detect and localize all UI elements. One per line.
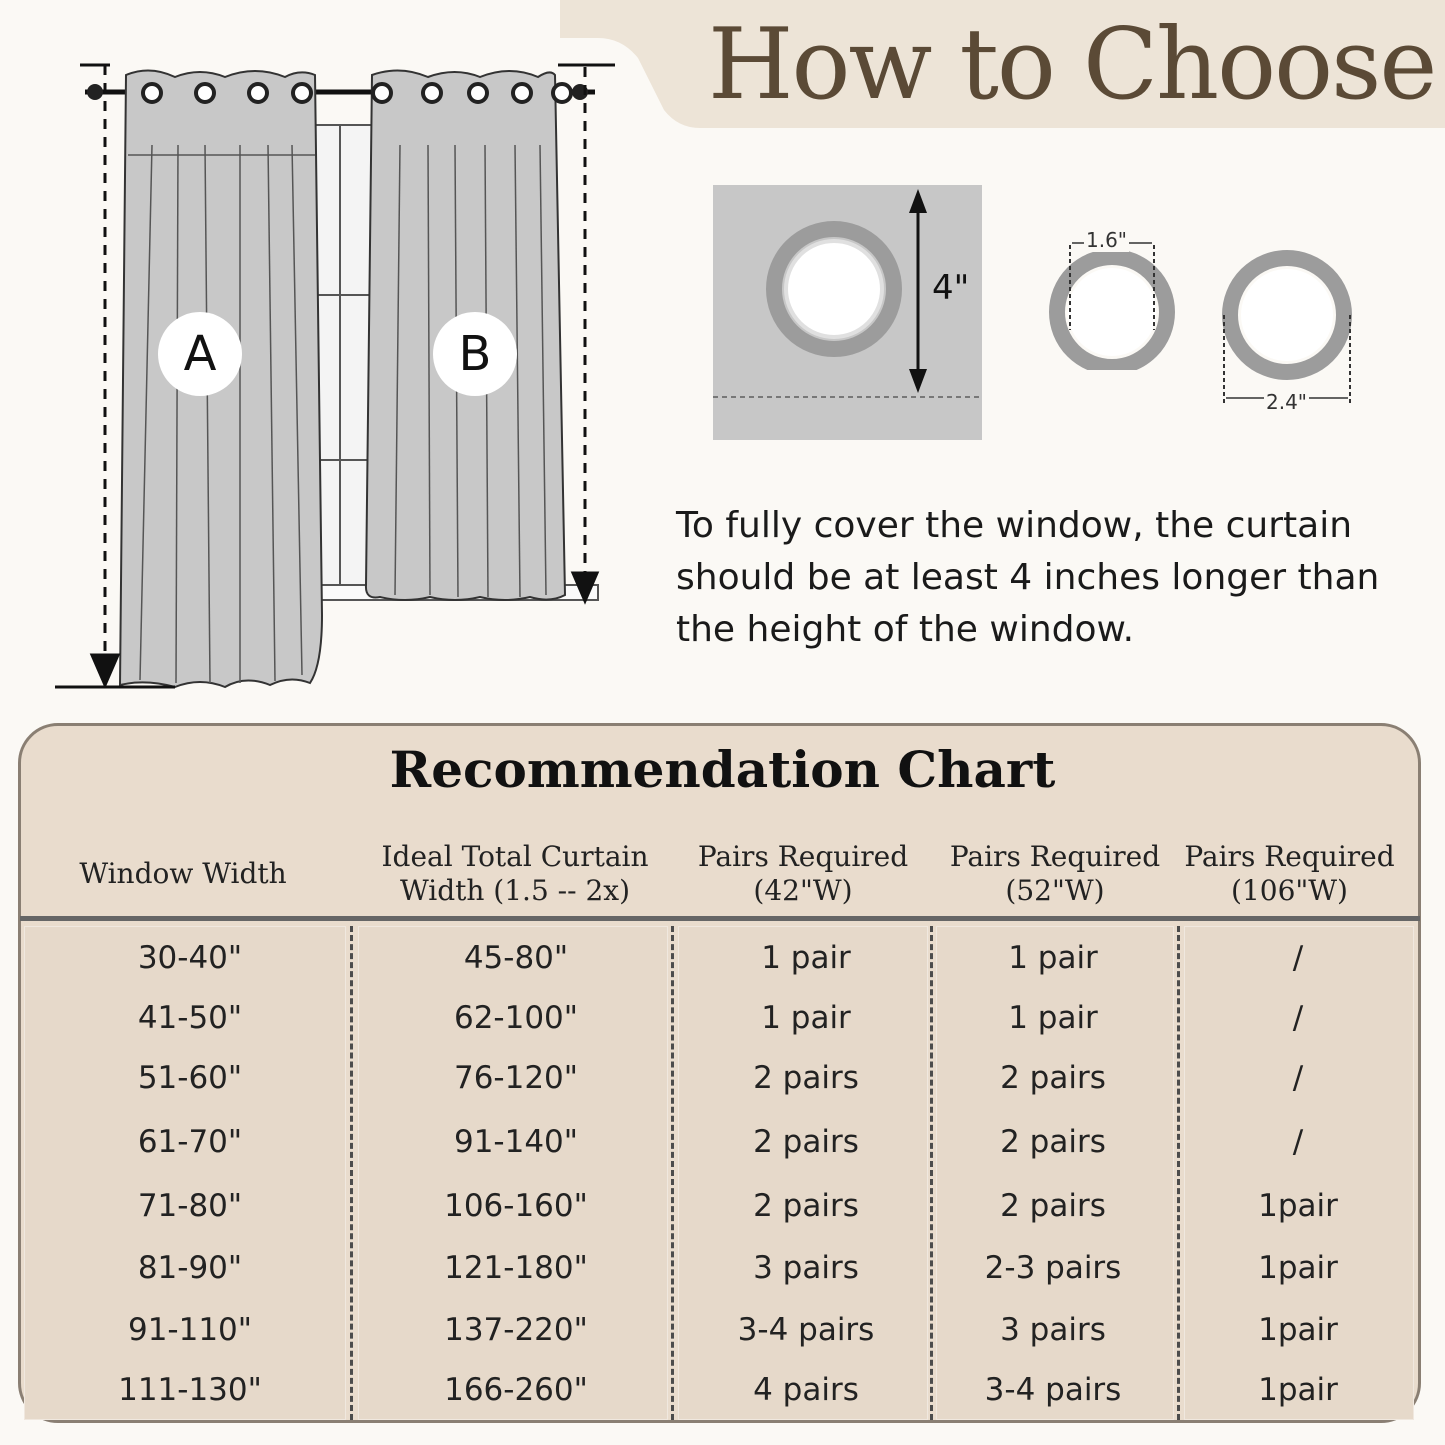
grommet-height-label: 4": [932, 268, 970, 308]
column-header-window-width: [28, 836, 338, 912]
table-cell: 1 pair: [1008, 1000, 1098, 1036]
grommet-inner-diameter-diagram: [1040, 240, 1180, 370]
table-cell: 121-180": [444, 1250, 588, 1286]
chart-title: Recommendation Chart: [389, 740, 1056, 799]
table-cell: 2-3 pairs: [984, 1250, 1122, 1286]
table-cell: 30-40": [137, 940, 243, 976]
table-cell: 2 pairs: [753, 1124, 859, 1160]
column-header-line1: Pairs Required: [949, 840, 1161, 873]
column-header-line2: (52"W): [1005, 874, 1105, 907]
column-divider: [1177, 926, 1180, 1420]
table-cell: 166-260": [444, 1372, 588, 1408]
table-cell: /: [1292, 1124, 1304, 1160]
table-cell: 2 pairs: [1000, 1188, 1106, 1224]
table-cell: 62-100": [453, 1000, 579, 1036]
column-header-pairs-52: [935, 836, 1175, 912]
column-header-pairs-42: [678, 836, 928, 912]
column-header-line2: (42"W): [753, 874, 853, 907]
column-header-line1: Pairs Required: [697, 840, 909, 873]
column-header-line2: Width (1.5 -- 2x): [399, 874, 631, 907]
table-cell: 71-80": [137, 1188, 243, 1224]
table-cell: 4 pairs: [753, 1372, 859, 1408]
header-divider: [20, 916, 1420, 921]
table-cell: 3-4 pairs: [737, 1312, 875, 1348]
table-cell: 2 pairs: [1000, 1124, 1106, 1160]
table-cell: 106-160": [444, 1188, 588, 1224]
column-header-line1: Window Width: [79, 857, 287, 890]
curtain-drawing: [40, 55, 660, 705]
table-cell: 1 pair: [1008, 940, 1098, 976]
curtain-b-label: B: [433, 312, 517, 396]
table-cell: 76-120": [453, 1060, 579, 1096]
curtain-a-label: A: [158, 312, 242, 396]
table-cell: /: [1292, 1060, 1304, 1096]
grommet-outer-diameter-label: 2.4": [1266, 390, 1308, 414]
table-cell: 1pair: [1258, 1188, 1338, 1224]
column-header-line1: Pairs Required: [1184, 840, 1395, 873]
table-cell: 1pair: [1258, 1372, 1338, 1408]
table-cell: 2 pairs: [1000, 1060, 1106, 1096]
table-cell: 1pair: [1258, 1312, 1338, 1348]
column-header-line1: Ideal Total Curtain: [381, 840, 649, 873]
table-cell: 91-140": [453, 1124, 579, 1160]
column-divider: [671, 926, 674, 1420]
table-cell: 41-50": [137, 1000, 243, 1036]
page-title: How to Choose: [708, 8, 1436, 122]
table-cell: 2 pairs: [753, 1188, 859, 1224]
column-divider: [350, 926, 353, 1420]
instruction-text: To fully cover the window, the curtain should be at least 4 inches longer than the height of the window.: [676, 505, 1380, 650]
table-cell: 2 pairs: [753, 1060, 859, 1096]
table-cell: 111-130": [118, 1372, 262, 1408]
table-cell: 3-4 pairs: [984, 1372, 1122, 1408]
grommet-height-panel: [713, 185, 982, 440]
column-header-line2: (106"W): [1231, 874, 1348, 907]
table-cell: 61-70": [137, 1124, 243, 1160]
table-cell: /: [1292, 1000, 1304, 1036]
table-cell: 51-60": [137, 1060, 243, 1096]
table-cell: 3 pairs: [1000, 1312, 1106, 1348]
table-cell: 91-110": [127, 1312, 253, 1348]
column-divider: [930, 926, 933, 1420]
curtain-illustration: [40, 55, 660, 705]
table-cell: 81-90": [137, 1250, 243, 1286]
grommet-outer-diameter-diagram: [1212, 250, 1362, 410]
table-cell: 1 pair: [761, 1000, 851, 1036]
column-header-pairs-106: [1182, 836, 1397, 912]
table-cell: /: [1292, 940, 1304, 976]
table-cell: 137-220": [444, 1312, 588, 1348]
table-cell: 1 pair: [761, 940, 851, 976]
length-arrow-b: [573, 67, 597, 601]
table-cell: 45-80": [463, 940, 569, 976]
grommet-inner-diameter-label: 1.6": [1086, 228, 1128, 252]
table-cell: 1pair: [1258, 1250, 1338, 1286]
column-header-ideal-width: [360, 836, 670, 912]
table-cell: 3 pairs: [753, 1250, 859, 1286]
